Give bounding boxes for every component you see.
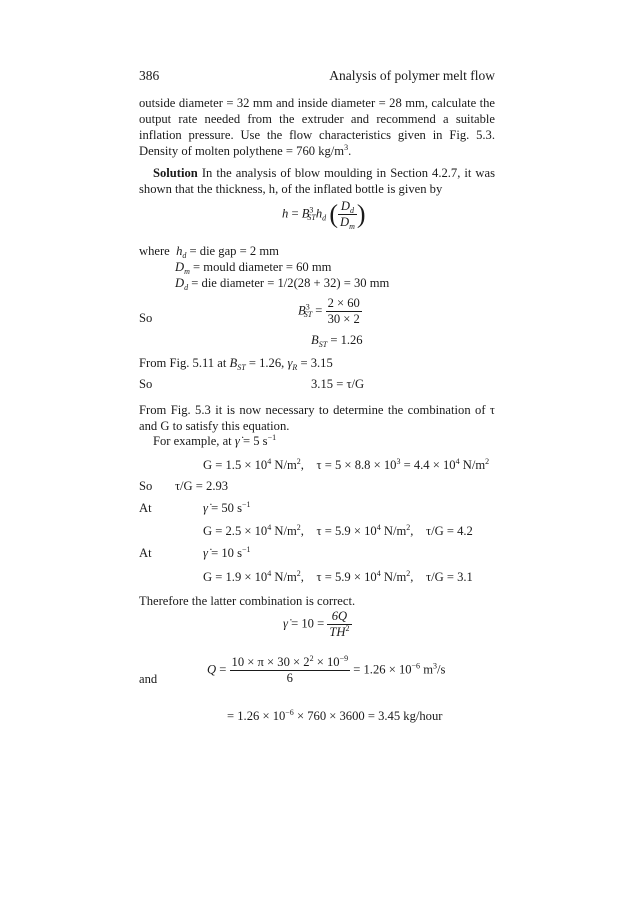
thickness-equation: $h = B^3_{ST}h_d$ ( $\frac{D_d}{D_m}$ ) — [282, 199, 366, 231]
intro-text: outside diameter = 32 mm and inside diameter = 28 mm, calculate the output rate needed from the extruder and recommend a suitable inflation pressure. Use the flow characteristics given in Fig. 5.3. Density of molten polythene = 760 kg/m — [139, 96, 495, 159]
so-label-2: So — [139, 377, 153, 391]
at-label-2: At — [139, 546, 152, 560]
so-label-1: So — [139, 311, 153, 325]
and-label: and — [139, 672, 158, 686]
shear-rate-equation: γ̇ = 10 = $\frac{6Q}{TH^2}$ — [283, 609, 350, 639]
row3: $G = 1.9 \times 10^4$ $N/m^2$, $\tau = 5.9 \times 10^4$ $N/m^2$, τ/G = 3.1 — [203, 569, 473, 584]
solution-text: In the analysis of blow moulding in Section 4.2.7, it was shown that the thickness, h, of the inflated bottle is given by — [139, 166, 495, 197]
def-dm: $D_m$ = mould diameter = 60 mm — [175, 260, 332, 276]
so-label-3: So — [139, 479, 153, 493]
def-dd: $D_d$ = die diameter = 1/2(28 + 32) = 30 mm — [175, 276, 390, 292]
row1: $G = 1.5 \times 10^4$ $N/m^2$, $\tau = 5 \times 8.8 \times 10^3 = 4.4 \times 10^4$ $N/m^2$ — [203, 457, 490, 472]
fig53-paragraph: From Fig. 5.3 it is now necessary to determine the combination of τ and G to satisfy this equation. — [139, 403, 495, 434]
page-number: 386 — [139, 68, 160, 83]
q-equation: Q = $\frac{10 \times \pi \times 30 \times 2^2 \times 10^{-9}}{6}$ = $1.26 \times 10^{-6}$ $m^3/s$ — [207, 654, 446, 685]
rate3-line: γ̇ = 10 $s^{-1}$ — [203, 545, 251, 560]
at-label-1: At — [139, 501, 152, 515]
example-line: For example, at γ̇ = 5 $s^{-1}$ — [153, 433, 277, 448]
bst-equation: $B^3_{ST}$ = $\frac{2 \times 60}{30 \times 2}$ — [298, 296, 360, 326]
fig511-line: From Fig. 5.11 at $B_{ST} = 1.26$, $\gamma_R = 3.15$ — [139, 356, 333, 372]
bst-value: $B_{ST} = 1.26$ — [311, 333, 363, 349]
final-result: = $1.26 \times 10^{-6} \times 760 \times 3600 = 3.45$ kg/hour — [227, 708, 443, 723]
def-hd: where $h_d$ = die gap = 2 mm — [139, 244, 279, 260]
row2: $G = 2.5 \times 10^4$ $N/m^2$, $\tau = 5.9 \times 10^4$ $N/m^2$, τ/G = 4.2 — [203, 523, 473, 538]
solution-label: Solution — [153, 166, 198, 180]
rate2-line: γ̇ = 50 $s^{-1}$ — [203, 500, 251, 515]
therefore-line: Therefore the latter combination is correct. — [139, 594, 356, 608]
running-title: Analysis of polymer melt flow — [329, 68, 495, 83]
ratio1: τ/G = 2.93 — [175, 479, 229, 493]
solution-paragraph — [139, 165, 495, 197]
eq-315: 3.15 = τ/G — [311, 377, 365, 391]
intro-paragraph: outside diameter = 32 mm and inside diameter = 28 mm, calculate the output rate needed from the extruder and recommend a suitable inflation pressure. Use the flow characteristics given in Fig. 5.3. Density of molten polythene = 760 $kg/m^3$. — [139, 96, 495, 159]
